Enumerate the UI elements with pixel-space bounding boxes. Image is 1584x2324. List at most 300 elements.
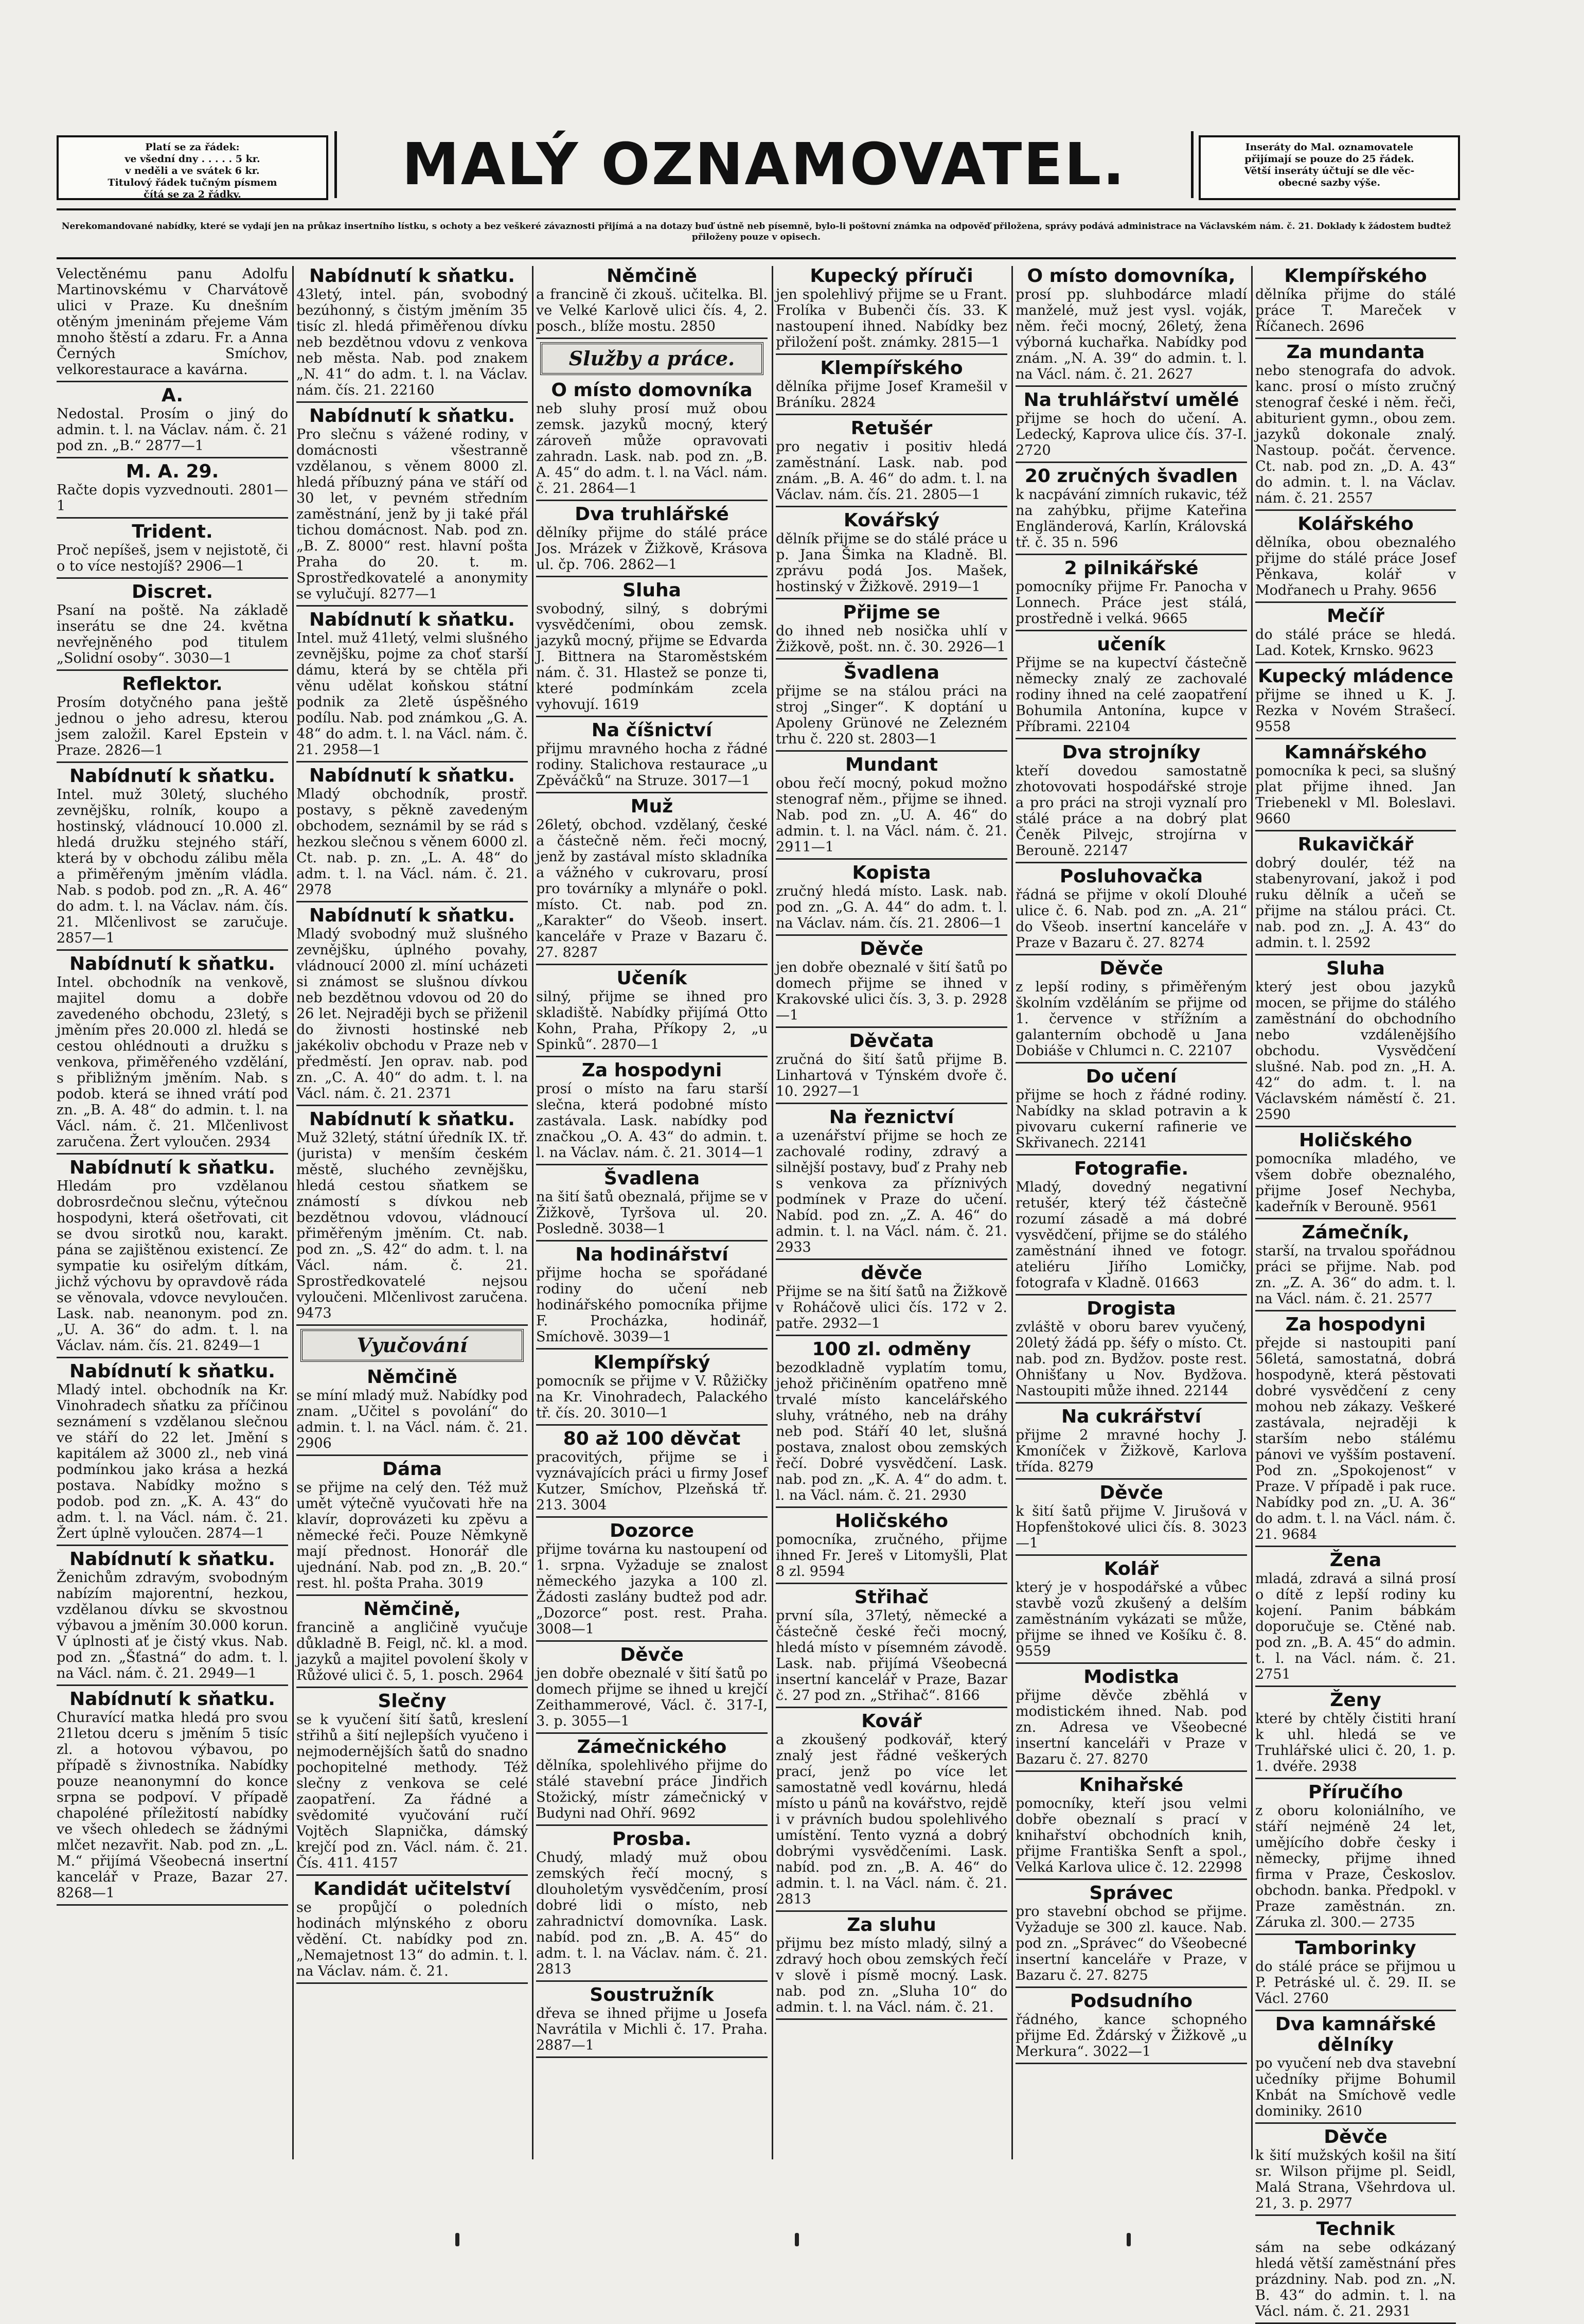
column-divider <box>1251 266 1253 2159</box>
classified-ad <box>1255 1222 1456 1311</box>
ad-title: Dáma <box>382 1459 442 1480</box>
classified-ad <box>536 1645 768 1734</box>
classified-ad <box>1255 1315 1456 1547</box>
ad-title: Zámečník, <box>1302 1222 1410 1243</box>
classified-ad <box>536 1429 768 1518</box>
ad-title: Mečíř <box>1327 606 1384 627</box>
classified-ad <box>1016 390 1247 463</box>
ad-text: přijme se hoch do učení. A. Ledecký, Kaprova ulice čís. 37-I. 2720 <box>1016 411 1247 458</box>
ad-text: přijme se na stálou práci na stroj „Singer“. K doptání u Apoleny Grünové ne Zelezném trhu č. 220 st. 2803—1 <box>776 683 1007 747</box>
ad-text: Hledám pro vzdělanou dobrosrdečnou slečnu, výtečnou hospodyni, která ošetřovati, cit se dvou sirotků nou, karakt. pána se zajištěnou existencí. Ze sympatie ku osiřelým dítkám, jichž výchovu by opravdově ráda se věnovala, vdovce nevyloučen. Lask. nab. neanonym. pod zn. „U. A. 36“ do adm. t. l. na Václav. nám. čís. 21. 8249—1 <box>57 1178 288 1354</box>
ad-title: Na číšnictví <box>591 720 713 741</box>
ad-text: a francině či zkouš. učitelka. Bl. ve Velké Karlově ulici čís. 4, 2. posch., blíže mostu. 2850 <box>536 287 768 334</box>
ad-text: dělníka přijme do stálé práce T. Mareček v Říčanech. 2696 <box>1255 287 1456 334</box>
ad-text: 26letý, obchod. vzdělaný, české a částečně něm. řeči mocný, jenž by zastával místo skladníka a vážného v cukrovaru, prosí pro továrníky a mlynáře o pokl. místo. Ct. nab. pod zn. „Karakter“ do Všeob. insert. kanceláře v Praze v Bazaru č. 27. 8287 <box>536 817 768 961</box>
ad-text: a uzenářství přijme se hoch ze zachovalé rodiny, zdravý a silnější postavy, buď z Prahy neb s venkova za příznivých podmínek v Praze do učení. Nabíd. pod zn. „Z. A. 46“ do admin. t. l. na Václ. nám. č. 21. 2933 <box>776 1128 1007 1255</box>
ad-title: Nabídnutí k sňatku. <box>309 265 515 287</box>
ad-text: přijme hocha se spořádané rodiny do učení neb hodinářského pomocníka přijme F. Procházka, hodinář, Smíchově. 3039—1 <box>536 1265 768 1345</box>
ad-title: děvče <box>861 1263 922 1284</box>
ad-text: nebo stenografa do advok. kanc. prosí o místo zručný stenograf české i něm. řeči, abiturient gymn., obou zem. jazyků dokonale znalý. Nastoup. počát. července. Ct. nab. pod zn. „D. A. 43“ do admin. t. l. na Václav. nám. č. 21. 2557 <box>1255 363 1456 506</box>
ad-title: Učeník <box>616 968 687 989</box>
ad-text: zvláště v oboru barev vyučený, 20letý žádá pp. šéfy o místo. Ct. nab. pod zn. Bydžov. poste rest. Ohnišťany u Nov. Bydžova. Nastoupiti může ihned. 22144 <box>1016 1319 1247 1399</box>
ad-text: pomocníky přijme Fr. Panocha v Lonnech. Práce jest stálá, prostředně i velká. 9665 <box>1016 579 1247 627</box>
ad-text: Nedostal. Prosím o jiný do admin. t. l. na Václav. nám. č. 21 pod zn. „B.“ 2877—1 <box>57 406 288 454</box>
ad-title: Mundant <box>845 754 938 775</box>
ad-title: Drogista <box>1087 1298 1176 1319</box>
ad-title: Na cukrářství <box>1061 1406 1202 1427</box>
ad-text: silný, přijme se ihned pro skladiště. Nabídky přijímá Otto Kohn, Praha, Příkopy 2, „u Spinků“. 2870—1 <box>536 989 768 1053</box>
classified-ad <box>57 1549 288 1686</box>
ad-title: Příručího <box>1308 1782 1403 1803</box>
ad-text: bezodkladně vyplatím tomu, jehož přičiněním opatřeno mně trvalé místo kancelářského sluhy, vrátného, neb na dráhy neb pod. Stáří 40 let, slušná postava, znalost obou zemských řečí. Dobré vysvědčení. Lask. nab. pod zn. „K. A. 4“ do adm. t. l. na Václ. nám. č. 21. 2930 <box>776 1360 1007 1503</box>
ad-title: Ženy <box>1330 1690 1381 1711</box>
classified-ad <box>1016 1667 1247 1772</box>
ad-title: Fotografie. <box>1074 1158 1189 1179</box>
ad-title: Dva kamnářské dělníky <box>1275 2014 1436 2055</box>
classified-ad <box>776 1031 1007 1104</box>
classified-ad <box>1255 1550 1456 1687</box>
ad-text: prosí pp. sluhbodárce mladí manželé, muž jest vysl. voják, něm. řeči mocný, 26letý, žena výborná kuchařka. Nabídky pod znám. „N. A. 39“ do admin. t. l. na Václ. nám. č. 21. 2627 <box>1016 287 1247 382</box>
header-rule <box>57 208 1456 210</box>
ad-title: Za sluhu <box>847 1914 936 1936</box>
ad-title: Za mundanta <box>1286 342 1425 363</box>
ad-title: Kovář <box>861 1711 922 1732</box>
classified-ad <box>1016 742 1247 863</box>
ad-text: Proč nepíšeš, jsem v nejistotě, či o to více nestojíš? 2906—1 <box>57 542 288 574</box>
classified-ad <box>296 1459 528 1596</box>
column-5 <box>1016 266 1247 2159</box>
ad-text: Mladý obchodník, prostř. postavy, s pěkně zavedeným obchodem, seznámil by se rád s hezkou slečnou s věnem 6000 zl. Ct. nab. p. zn. „L. A. 48“ do adm. t. l. na Václ. nám. č. 21. 2978 <box>296 786 528 898</box>
ad-text: Churavící matka hledá pro svou 21letou dceru s jměním 5 tisíc zl. a hotovou výbavou, po případě s živnostníka. Nabídky pouze neanonymní do konce srpna se podpoví. V případě chapoléné příležitostí nabídky ve všech ohledech se žádnými mlčet nezavřit. Nab. pod zn. „L. M.“ přijímá Všeobecná insertní kancelář v Praze, Bazar 27. 8268—1 <box>57 1710 288 1901</box>
ad-title: Střihač <box>854 1587 929 1608</box>
ad-title: Nabídnutí k sňatku. <box>69 766 275 787</box>
ad-title: Němčině, <box>363 1599 461 1620</box>
ad-title: Za hospodyni <box>1285 1314 1426 1335</box>
ad-text: dělníka přijme Josef Kramešil v Bráníku. 2824 <box>776 379 1007 411</box>
ad-text: dělník přijme se do stálé práce u p. Jana Šimka na Kladně. Bl. zprávu podá Jos. Mašek, hostinský v Žižkově. 2919—1 <box>776 531 1007 595</box>
ad-title: Nabídnutí k sňatku. <box>309 405 515 427</box>
ad-title: Němčině <box>367 1367 457 1388</box>
ad-title: 20 zručných švadlen <box>1024 466 1238 487</box>
gutter-mark <box>455 2233 459 2246</box>
classified-ad <box>1255 835 1456 955</box>
ad-title: Podsudního <box>1070 1991 1193 2012</box>
ad-text: do stálé práce se přijmou u P. Petráské ul. č. 29. II. se Václ. 2760 <box>1255 1959 1456 2007</box>
ad-text: mladá, zdravá a silná prosí o dítě z lepší rodiny ku kojení. Panim bábkám doporučuje se. Ctěné nab. pod zn. „B. A. 45“ do admin. t. l. na Václ. nám. č. 21. 2751 <box>1255 1571 1456 1682</box>
classified-ad <box>1016 1991 1247 2064</box>
ad-title: Holičského <box>1298 1130 1413 1151</box>
ad-text: se míní mladý muž. Nabídky pod znam. „Učitel s povolání“ do admin. t. l. na Václ. nám. č. 21. 2906 <box>296 1388 528 1451</box>
ad-text: neb sluhy prosí muž obou zemsk. jazyků mocný, který zároveň může opravovati zahradn. Lask. nab. pod zn. „B. A. 45“ do adm. t. l. na Václ. nám. č. 21. 2864—1 <box>536 401 768 496</box>
ad-title: 80 až 100 děvčat <box>563 1428 741 1449</box>
ad-text: Račte dopis vyzvednouti. 2801—1 <box>57 482 288 514</box>
classified-ad <box>1016 558 1247 631</box>
ad-text: na šití šatů obeznalá, přijme se v Žižkově, Tyršova ul. 20. Posledně. 3038—1 <box>536 1189 768 1237</box>
classified-ad <box>296 1367 528 1456</box>
classified-ad <box>536 1737 768 1826</box>
classified-ad <box>57 954 288 1155</box>
ad-text: Prosím dotyčného pana ještě jednou o jeho adresu, kterou jsem založil. Karel Epstein v Praze. 2826—1 <box>57 695 288 758</box>
classified-ad <box>57 462 288 519</box>
gutter-mark <box>1127 2233 1131 2246</box>
ad-title: Kandidát učitelství <box>313 1878 511 1900</box>
rules-text: Inseráty do Mal. oznamovatele přijímají se pouze do 25 řádek. Větší inseráty účtují se dle věc- obecné sazby výše. <box>1244 141 1415 188</box>
classified-ad <box>1016 1883 1247 1988</box>
ad-text: Intel. muž 41letý, velmi slušného zevnějšku, pojme za choť starší dámu, která by se chtěla při věnu udělat koňskou státní podnik za 2letě úspěšného podílu. Nab. pod známkou „G. A. 48“ do adm. t. l. na Václ. nám. č. 21. 2958—1 <box>296 630 528 758</box>
column-divider <box>772 266 773 2159</box>
classified-ad <box>296 266 528 403</box>
classified-ad <box>1255 606 1456 663</box>
ad-text: obou řečí mocný, pokud možno stenograf něm., přijme se ihned. Nab. pod zn. „U. A. 46“ do admin. t. l. na Václ. nám. č. 21. 2911—1 <box>776 775 1007 855</box>
classified-ad <box>296 766 528 902</box>
ad-title: Sluha <box>622 580 681 601</box>
ad-text: k šití šatů přijme V. Jirušová v Hopfenštokové ulici čís. 8. 3023—1 <box>1016 1503 1247 1551</box>
classified-ad <box>1255 2127 1456 2216</box>
classified-ad <box>57 1689 288 1906</box>
ad-title: Modistka <box>1083 1666 1179 1688</box>
ad-title: Na řeznictví <box>829 1107 954 1128</box>
classified-ad <box>536 504 768 577</box>
classified-ad <box>776 358 1007 415</box>
ad-text: kteří dovedou samostatně zhotovovati hospodářské stroje a pro práci na stroji vyznalí pro stálé práce a na dobrý plat Čeněk Pilvejc, strojírna v Berouně. 22147 <box>1016 763 1247 859</box>
classified-ad <box>776 510 1007 599</box>
ad-title: Kovářský <box>843 510 940 531</box>
ad-title: Sluha <box>1326 958 1385 979</box>
ad-text: se přijme na celý den. Též muž umět výtečně vyučovati hře na klavír, doprovázeti ku zpěvu a německé řeči. Pouze Němkyně mají přednost. Honorář dle ujednání. Nab. pod zn. „B. 20.“ rest. hl. pošta Praha. 3019 <box>296 1480 528 1591</box>
ad-title: Retušér <box>850 418 933 439</box>
ad-text: starší, na trvalou spořádnou práci se přijme. Nab. pod zn. „Z. A. 36“ do adm. t. l. na Václ. nám. č. 21. 2577 <box>1255 1243 1456 1307</box>
ad-text: se propůjčí o poledních hodinách mlýnského z oboru vědění. Ct. nabídky pod zn. „Nemajetnost 13“ do admin. t. l. na Václav. nám. č. 21. <box>296 1900 528 1979</box>
ad-text: zručný hledá místo. Lask. nab. pod zn. „G. A. 44“ do adm. t. l. na Václav. nám. čís. 21. 2806—1 <box>776 883 1007 931</box>
ad-text: dělníka, obou obeznalého přijme do stálé práce Josef Pěnkava, kolář v Modřanech u Prahy. 9656 <box>1255 535 1456 598</box>
ad-text: francině a angličině vyučuje důkladně B. Feigl, nč. kl. a mod. jazyků a majitel povolení školy v Růžové ulici č. 5, 1. posch. 2964 <box>296 1620 528 1683</box>
ad-title: Za hospodyni <box>581 1060 722 1081</box>
classified-ad <box>536 796 768 965</box>
column-divider <box>1011 266 1013 2159</box>
ad-text: po vyučení neb dva stavební učedníky přijme Bohumil Knbát na Smíchově vedle dominiky. 2610 <box>1255 2055 1456 2119</box>
ad-text: k šití mužských košil na šití sr. Wilson přijme pl. Seidl, Malá Strana, Všehrdova ul. 21, 3. p. 2977 <box>1255 2148 1456 2211</box>
ad-title: Slečny <box>378 1691 447 1712</box>
ad-title: Kolář <box>1104 1558 1159 1580</box>
ad-title: Nabídnutí k sňatku. <box>309 609 515 630</box>
page-footer <box>0 2233 1584 2248</box>
ad-title: Děvče <box>620 1644 684 1665</box>
ad-text: Ženichům zdravým, svobodným nabízím majorentní, hezkou, vzdělanou dívku se skvostnou výbavou a jměním 30.000 korun. V úplnosti ať je čistý vkus. Nab. pod zn. „Šťastná“ do adm. t. l. na Václ. nám. č. 21. 2949—1 <box>57 1570 288 1681</box>
ad-text: pracovitých, přijme se i vyznávajících práci u firmy Josef Kutzer, Smíchov, Plzeňská tř. 213. 3004 <box>536 1449 768 1513</box>
columns-top-rule <box>57 257 1456 259</box>
classified-ad <box>57 674 288 763</box>
column-divider <box>292 266 294 2159</box>
ad-text: se k vyučení šití šatů, kreslení střihů a šití nejlepších vyučeno i nejmodernějších šatů do snadno pochopitelné methody. Též slečny z venkova se celé zaopatření. Za řádné a svědomité vyučování ručí Vojtěch Slapnička, dámský krejčí pod zn. Václ. nám. č. 21. Čís. 411. 4157 <box>296 1712 528 1871</box>
ad-title: Reflektor. <box>122 673 223 695</box>
classified-ad <box>1016 866 1247 955</box>
ad-title: Přijme se <box>843 602 940 623</box>
ad-text: pro stavební obchod se přijme. Vyžaduje se 300 zl. kauce. Nab. pod zn. „Správec“ do Všeobecné insertní kanceláře v Praze, v Bazaru č. 27. 8275 <box>1016 1904 1247 1983</box>
ad-text: Mladý intel. obchodník na Kr. Vinohradech sňatku za příčinou seznámení s vzdělanou slečnou ve stáří do 22 let. Jmění s kapitálem až 3000 zl., neb viná podmínkou jako krása a hezká postava. Nabídky možno s podob. pod zn. „K. A. 43“ do adm. t. l. na Václ. nám. č. 21. Žert úplně vyloučen. 2874—1 <box>57 1382 288 1541</box>
ad-title: Děvče <box>1099 958 1163 979</box>
column-1 <box>57 266 288 2159</box>
ad-title: Nabídnutí k sňatku. <box>309 905 515 926</box>
classified-ad <box>1016 959 1247 1063</box>
classified-ad <box>536 1060 768 1165</box>
ad-text: jen spolehlivý přijme se u Frant. Frolíka v Bubenči čís. 33. K nastoupení ihned. Nabídky bez přiložení pošt. známky. 2815—1 <box>776 287 1007 350</box>
ad-title: Kupecký mládence <box>1257 666 1454 687</box>
classified-ad <box>1016 266 1247 387</box>
ad-text: Chudý, mladý muž obou zemských řečí mocný, s dlouholetým vysvědčením, prosí dobré lidi o místo, neb zahradnictví domovníka. Lask. nabíd. pod zn. „B. A. 45“ do adm. t. l. na Václav. nám. č. 21. 2813 <box>536 1850 768 1977</box>
ad-title: M. A. 29. <box>126 461 219 482</box>
section-heading: Služby a práce. <box>540 342 763 375</box>
ad-title: Kolářského <box>1297 513 1414 535</box>
ad-title: Discret. <box>131 581 213 602</box>
ad-text: Intel. obchodník na venkově, majitel domu a dobře zavedeného obchodu, 23letý, s jměním přes 20.000 zl. hledá se cestou ohlédnouti a družku s venkova, přiměřeného vzdělání, s přibližným jměním. Nab. s podob. která se ihned vrátí pod zn. „B. A. 48“ do admin. t. l. na Václ. nám. č. 21. Mlčenlivost zaručena. Žert vyloučen. 2934 <box>57 974 288 1150</box>
ad-title: Muž <box>630 796 673 817</box>
ad-text: zručná do šití šatů přijme B. Linhartová v Týnském dvoře č. 10. 2927—1 <box>776 1052 1007 1099</box>
ad-title: Knihařské <box>1079 1775 1184 1796</box>
ad-text: Přijme se na kupectví částečně německy znalý ze zachovalé rodiny ihned na celé zaopatření Bohumila Antonína, kupce v Příbrami. 22104 <box>1016 655 1247 735</box>
classified-ad <box>536 1168 768 1241</box>
classified-ad <box>536 720 768 793</box>
classified-ad <box>776 1339 1007 1508</box>
ad-title: 100 zl. odměny <box>812 1339 971 1360</box>
classified-ad <box>296 1879 528 1984</box>
classified-ad <box>1255 1782 1456 1935</box>
ad-title: Švadlena <box>603 1168 700 1189</box>
ad-text: které by chtěly čistiti hraní k uhl. hledá se ve Truhlářské ulici č. 20, 1. p. 1. dvéře. 2938 <box>1255 1711 1456 1775</box>
ad-text: Muž 32letý, státní úředník IX. tř. (jurista) v menším českém městě, sluchého zevnějšku, hledá cestou sňatkem se známostí s dívkou neb bezdětnou vdovou, vládnoucí přiměřeným jměním. Ct. nab. pod zn. „S. 42“ do adm. t. l. na Václ. nám. č. 21. Sprostředkovatelé nejsou vyloučeni. Mlčenlivost zaručena. 9473 <box>296 1130 528 1321</box>
ad-text: Velectěnému panu Adolfu Martinovskému v Charvátově ulici v Praze. Ku dnešním otěným jmeninám přejeme Vám mnoho štěstí a zdaru. Fr. a Anna Černých Smíchov, velkorestaurace a kavárna. <box>57 266 288 378</box>
ad-title: Na hodinářství <box>575 1244 728 1265</box>
ad-text: Psaní na poště. Na základě inserátu se dne 24. května nevřejněného pod titulem „Solidní osoby“. 3030—1 <box>57 602 288 666</box>
ad-text: který jest obou jazyků mocen, se přijme do stálého zaměstnání do obchodního nebo vzdálenějšího obchodu. Vysvědčení slušné. Nab. pod zn. „H. A. 42“ do adm. t. l. na Václavském náměstí č. 21. 2590 <box>1255 979 1456 1123</box>
ad-text: pro negativ i positiv hledá zaměstnání. Lask. nab. pod znám. „B. A. 46“ do adm. t. l. na Václav. nám. čís. 21. 2805—1 <box>776 439 1007 503</box>
ad-title: Do učení <box>1085 1066 1177 1087</box>
classified-ad <box>536 1521 768 1642</box>
classified-ad <box>536 968 768 1057</box>
ad-title: Nabídnutí k sňatku. <box>309 765 515 786</box>
classified-ad <box>1255 1938 1456 2011</box>
classified-ad <box>536 1353 768 1426</box>
ad-title: Kopista <box>852 862 931 883</box>
ad-title: Žena <box>1329 1550 1382 1571</box>
ad-title: Děvče <box>860 938 923 960</box>
classified-ad <box>1255 1130 1456 1219</box>
classified-ad <box>1255 666 1456 739</box>
column-6 <box>1255 265 1456 2319</box>
classified-ad <box>536 1985 768 2058</box>
classified-ad <box>1016 1483 1247 1556</box>
ad-text: dobrý doulér, též na stabenyrovaní, jakož i pod ruku dělník a učeň se přijme na stálou práci. Ct. nab. pod zn. „J. A. 43“ do admin. t. l. 2592 <box>1255 855 1456 951</box>
ad-title: Kupecký příruči <box>810 265 973 287</box>
ad-text: do ihned neb nosička uhlí v Žižkově, pošt. nn. č. 30. 2926—1 <box>776 623 1007 655</box>
classified-ad <box>776 755 1007 860</box>
ad-title: 2 pilnikářské <box>1064 558 1199 579</box>
ad-title: O místo domovníka <box>551 380 753 401</box>
classified-ad <box>1255 2014 1456 2124</box>
ad-text: přijme továrna ku nastoupení od 1. srpna. Vyžaduje se znalost německého jazyka a 100 zl. Žádosti zaslány budtež pod adr. „Dozorce“ post. rest. Praha. 3008—1 <box>536 1541 768 1637</box>
ad-text: a zkoušený podkovář, který znalý jest řádné veškerých prací, jenž po více let samostatně vedl kovárnu, hledá místo u pánů na kovářstvo, rejdě i v právních budou spolehlivého umístění. Tento vyzná a dobrý dobrými vysvědčeními. Lask. nabíd. pod zn. „B. A. 46“ do admin. t. l. na Václ. nám. č. 21. 2813 <box>776 1732 1007 1907</box>
classified-ad <box>1255 266 1456 339</box>
classified-ad <box>536 1829 768 1982</box>
ad-text: prosí o místo na faru starší slečna, která podobné místo zastávala. Lask. nabídky pod značkou „O. A. 43“ do admin. t. l. na Václav. nám. č. 21. 3014—1 <box>536 1081 768 1161</box>
classified-ad <box>1255 959 1456 1127</box>
ad-title: Švadlena <box>843 662 940 683</box>
classified-ad <box>776 418 1007 507</box>
ad-text: přijme se hoch z řádné rodiny. Nabídky na sklad potravin a k pivovaru cukerní rafinerie ve Skřivanech. 22141 <box>1016 1087 1247 1151</box>
ad-text: dělníky přijme do stálé práce Jos. Mrázek v Žižkově, Krásova ul. čp. 706. 2862—1 <box>536 525 768 573</box>
gutter-mark <box>795 2233 799 2246</box>
classified-ad <box>776 1511 1007 1584</box>
ad-title: Nabídnutí k sňatku. <box>69 953 275 974</box>
ad-title: Nabídnutí k sňatku. <box>309 1109 515 1130</box>
ad-title: Dva truhlářské <box>575 504 729 525</box>
ad-title: Správec <box>1089 1883 1173 1904</box>
classified-ad <box>296 1109 528 1326</box>
ad-text: pomocníka k peci, sa slušný plat přijme ihned. Jan Triebenekl v Ml. Boleslavi. 9660 <box>1255 763 1456 827</box>
newspaper-page <box>57 131 1456 2319</box>
classified-ad <box>1255 1690 1456 1779</box>
classified-ad <box>536 380 768 501</box>
classified-ad <box>296 906 528 1106</box>
classified-ad <box>536 266 768 339</box>
ad-title: Trident. <box>132 521 213 542</box>
ad-title: O místo domovníka, <box>1027 265 1236 287</box>
ad-title: Soustružník <box>590 1984 714 2006</box>
ad-text: přijme se ihned u K. J. Rezka v Novém Strašecí. 9558 <box>1255 687 1456 735</box>
ad-text: přijme 2 mravné hochy J. Kmoníček v Žižkově, Karlova třída. 8279 <box>1016 1427 1247 1475</box>
ad-text: sám na sebe odkázaný hledá větší zaměstnání přes prázdniny. Nab. pod zn. „N. B. 43“ do admin. t. l. na Václ. nám. č. 21. 2931 <box>1255 2240 1456 2319</box>
classified-ad <box>1016 1559 1247 1664</box>
classified-ad <box>296 1599 528 1688</box>
page-title: MALÝ OZNAMOVATEL. <box>334 131 1194 198</box>
ad-text: Přijme se na šití šatů na Žižkově v Roháčově ulici čís. 172 v 2. patře. 2932—1 <box>776 1284 1007 1332</box>
ad-text: přijmu mravného hocha z řádné rodiny. Stalichova restaurace „u Zpěváčků“ na Struze. 3017—1 <box>536 741 768 789</box>
ad-title: Děvče <box>1099 1482 1163 1503</box>
classified-ad <box>1016 1159 1247 1296</box>
ad-text: přijmu bez místo mladý, silný a zdravý hoch obou zemských řečí v slově i písmě mocný. Lask. nab. pod zn. „Sluha 10“ do admin. t. l. na Václ. nám. č. 21. <box>776 1936 1007 2015</box>
ad-title: Děvče <box>1324 2126 1387 2148</box>
ad-text: přijme děvče zběhlá v modistickém ihned. Nab. pod zn. Adresa ve Všeobecné insertní kanceláři v Praze v Bazaru č. 27. 8270 <box>1016 1688 1247 1767</box>
ad-title: učeník <box>1097 634 1166 655</box>
column-4 <box>776 266 1007 2159</box>
classified-ad <box>57 766 288 951</box>
classified-ad <box>776 266 1007 355</box>
classified-ad <box>57 1361 288 1546</box>
ad-title: Děvčata <box>849 1031 934 1052</box>
ad-text: pomocník se přijme v V. Růžičky na Kr. Vinohradech, Palackého tř. čís. 20. 3010—1 <box>536 1373 768 1421</box>
ad-text: do stálé práce se hledá. Lad. Kotek, Krnsko. 9623 <box>1255 627 1456 659</box>
classified-ad <box>776 1915 1007 2020</box>
ad-title: Rukavičkář <box>1297 834 1414 855</box>
ad-text: pomocníky, kteří jsou velmi dobře obeznalí s prací v knihařství obchodních knih, přijme Františka Senft a spol., Velká Karlova ulice č. 12. 22998 <box>1016 1796 1247 1875</box>
ad-title: Posluhovačka <box>1059 866 1203 887</box>
ad-text: jen dobře obeznalé v šití šatů po domech přijme se ihned u krejčí Zeithammerové, Václ. č. 317-I, 3. p. 3055—1 <box>536 1665 768 1729</box>
ad-title: Dozorce <box>610 1520 694 1541</box>
ad-title: Dva strojníky <box>1062 742 1201 763</box>
classified-ad <box>57 266 288 382</box>
classified-ad <box>1016 1067 1247 1156</box>
rules-box <box>1199 135 1460 200</box>
classified-ad <box>57 522 288 579</box>
classified-ad <box>776 939 1007 1028</box>
ad-text: pomocníka, zručného, přijme ihned Fr. Jereš v Litomyšli, Plat 8 zl. 9594 <box>776 1532 1007 1580</box>
ad-title: Nabídnutí k sňatku. <box>69 1361 275 1382</box>
ad-text: dělníka, spolehlivého přijme do stálé stavební práce Jindřich Stožický, místr zámečnický v Budyni nad Ohří. 9692 <box>536 1758 768 1821</box>
ad-title: Prosba. <box>612 1829 692 1850</box>
price-box <box>57 135 328 200</box>
column-2 <box>296 266 528 2159</box>
ad-text: první síla, 37letý, německé a částečně české řeči mocný, hledá místo v písemném závodě. Lask. nab. přijímá Všeobecná insertní kancelář v Praze, Bazar č. 27 pod zn. „Střihač“. 8166 <box>776 1608 1007 1704</box>
section-heading: Vyučování <box>300 1329 524 1362</box>
classified-ad <box>57 1158 288 1358</box>
classified-ad <box>296 1691 528 1876</box>
ad-text: dřeva se ihned přijme u Josefa Navrátila v Michli č. 17. Praha. 2887—1 <box>536 2006 768 2053</box>
ad-title: A. <box>161 385 184 406</box>
classified-ad <box>536 1245 768 1350</box>
column-divider <box>532 266 533 2159</box>
classified-ad <box>57 385 288 458</box>
classified-ad <box>1016 1775 1247 1880</box>
ad-text: z oboru koloniálního, ve stáří nejméně 24 let, umějícího dobře česky i německy, přijme ihned firma v Praze, Českoslov. obchodn. banka. Předpokl. v Praze zaměstnán. zn. Záruka zl. 300.— 2735 <box>1255 1803 1456 1930</box>
classified-ad <box>1255 342 1456 511</box>
ad-text: svobodný, silný, s dobrými vysvědčeními, obou zemsk. jazyků mocný, přijme se Edvarda J. Bittnera na Staroměstském nám. č. 31. Hlastež se ponze ti, které podmínkám zcela vyhovují. 1619 <box>536 601 768 713</box>
classified-ad <box>296 610 528 762</box>
ad-text: z lepší rodiny, s přiměřeným školním vzděláním se přijme od 1. července v střížním a galanterním obchodě u Jana Dobiáše v Chlumci n. C. 22107 <box>1016 979 1247 1059</box>
ad-title: Tamborinky <box>1295 1938 1416 1959</box>
classified-ad <box>1255 514 1456 603</box>
ad-text: přejde si nastoupiti paní 56letá, samostatná, dobrá hospodyně, která pěstovati dobré vysvědčení z ceny mohou neb zákazy. Veškeré zastávala, nejraději k starším nebo stálému pánovi ve vyšším postavení. Pod zn. „Spokojenost“ v Praze. V případě i pak ruce. Nabídky pod zn. „U. A. 36“ do adm. t. l. na Václ. nám. č. 21. 9684 <box>1255 1335 1456 1542</box>
header-note: Nerekomandované nabídky, které se vydají jen na průkaz insertního lístku, s ochoty a bez veškeré závaznosti přijímá a na dotazy buď ústně neb písemně, bylo-li poštovní známka na odpověď přiložena, správy podává administrace na Václavském nám. č. 21. Doklady k žádostem budtež přiloženy pouze v opisech. <box>61 221 1451 242</box>
ad-text: Mladý svobodný muž slušného zevnějšku, úplného povahy, vládnoucí 2000 zl. míní ucházeti si známost se slušnou dívkou neb bezdětnou vdovou od 20 do 26 let. Nejraději bych se přiženil do živnosti hostinské neb jakékoliv obchodu v Praze neb v předměstí. Jen oprav. nab. pod zn. „C. A. 40“ do adm. t. l. na Václ. nám. č. 21. 2371 <box>296 926 528 1102</box>
ad-title: Němčině <box>607 265 697 287</box>
classified-ad <box>776 602 1007 660</box>
classified-ad <box>1016 1299 1247 1404</box>
classified-ad <box>1255 742 1456 831</box>
ad-title: Na truhlářství umělé <box>1023 389 1239 411</box>
classified-ad <box>536 580 768 717</box>
ad-text: k nacpávání zimních rukavic, též na zahýbku, přijme Kateřina Engländerová, Karlín, Královská tř. č. 35 n. 596 <box>1016 487 1247 551</box>
ad-text: Intel. muž 30letý, sluchého zevnějšku, rolník, koupo a hostinský, vládnoucí 10.000 zl. hledá družku stejného stáří, která by v obchodu zálibu měla a přiměřeným jměním vládla. Nab. s podob. pod zn. „R. A. 46“ do adm. t. l. na Václav. nám. čís. 21. Mlčenlivost se zaručuje. 2857—1 <box>57 787 288 946</box>
classified-ad <box>1016 634 1247 739</box>
classified-ad <box>776 1107 1007 1260</box>
ad-title: Klempířského <box>1284 265 1427 287</box>
ad-title: Holičského <box>834 1511 949 1532</box>
classified-ad <box>1016 466 1247 555</box>
classified-ad <box>776 663 1007 752</box>
ad-text: řádná se přijme v okolí Dlouhé ulice č. 6. Nab. pod zn. „A. 21“ do Všeob. insertní kanceláře v Praze v Bazaru č. 27. 8274 <box>1016 887 1247 951</box>
ad-title: Nabídnutí k sňatku. <box>69 1157 275 1178</box>
ad-title: Nabídnutí k sňatku. <box>69 1549 275 1570</box>
classified-ad <box>296 406 528 607</box>
classified-ad <box>57 582 288 671</box>
ad-text: pomocníka mladého, ve všem dobře obeznalého, přijme Josef Nechyba, kadeřník v Berouně. 9561 <box>1255 1151 1456 1215</box>
ad-title: Klempířského <box>820 358 963 379</box>
ad-text: řádného, kance schopného přijme Ed. Ždárský v Žižkově „u Merkura“. 3022—1 <box>1016 2012 1247 2060</box>
ad-title: Zámečnického <box>577 1736 727 1758</box>
ad-text: 43letý, intel. pán, svobodný bezúhonný, s čistým jměním 35 tisíc zl. hledá přiměřenou dívku neb bezdětnou vdovu z venkova neb města. Nab. pod znakem „N. 41“ do adm. t. l. na Václav. nám. čís. 21. 22160 <box>296 287 528 398</box>
classified-ad <box>776 1587 1007 1708</box>
price-text: Platí se za řádek: ve všední dny . . . . . 5 kr. v neděli a ve svátek 6 kr. Titulový řádek tučným písmem čítá se za 2 řádky. <box>108 141 277 200</box>
ad-title: Klempířský <box>593 1352 710 1373</box>
ad-title: Technik <box>1316 2219 1395 2240</box>
classified-ad <box>776 1711 1007 1912</box>
ad-text: který je v hospodářské a vůbec stavbě vozů zkušený a delším zaměstnáním vykázati se může, přijme se ihned ve Košíku č. 8. 9559 <box>1016 1580 1247 1659</box>
column-3 <box>536 266 768 2159</box>
ad-text: Pro slečnu s vážené rodiny, v domácnosti všestranně vzdělanou, s věnem 8000 zl. hledá příbuzný pána ve stáří od 30 let, v pevném středním zaměstnání, jenž by ji také přál tichou domácnost. Nab. pod zn. „B. Z. 8000“ rest. hlavní pošta Praha do 20. t. m. Sprostředkovatelé a anonymity se vylučují. 8277—1 <box>296 427 528 602</box>
classified-ad <box>1016 1407 1247 1480</box>
ad-text: Mladý, dovedný negativní retušér, který též částečně rozumí zásadě a má dobré vysvědčení, přijme se do stálého zaměstnání ihned ve fotogr. ateliéru Jiřího Lomičky, fotografa v Kladně. 01663 <box>1016 1179 1247 1291</box>
ad-text: jen dobře obeznalé v šití šatů po domech přijme se ihned v Krakovské ulici čís. 3, 3. p. 2928—1 <box>776 960 1007 1023</box>
ad-title: Kamnářského <box>1284 742 1427 763</box>
